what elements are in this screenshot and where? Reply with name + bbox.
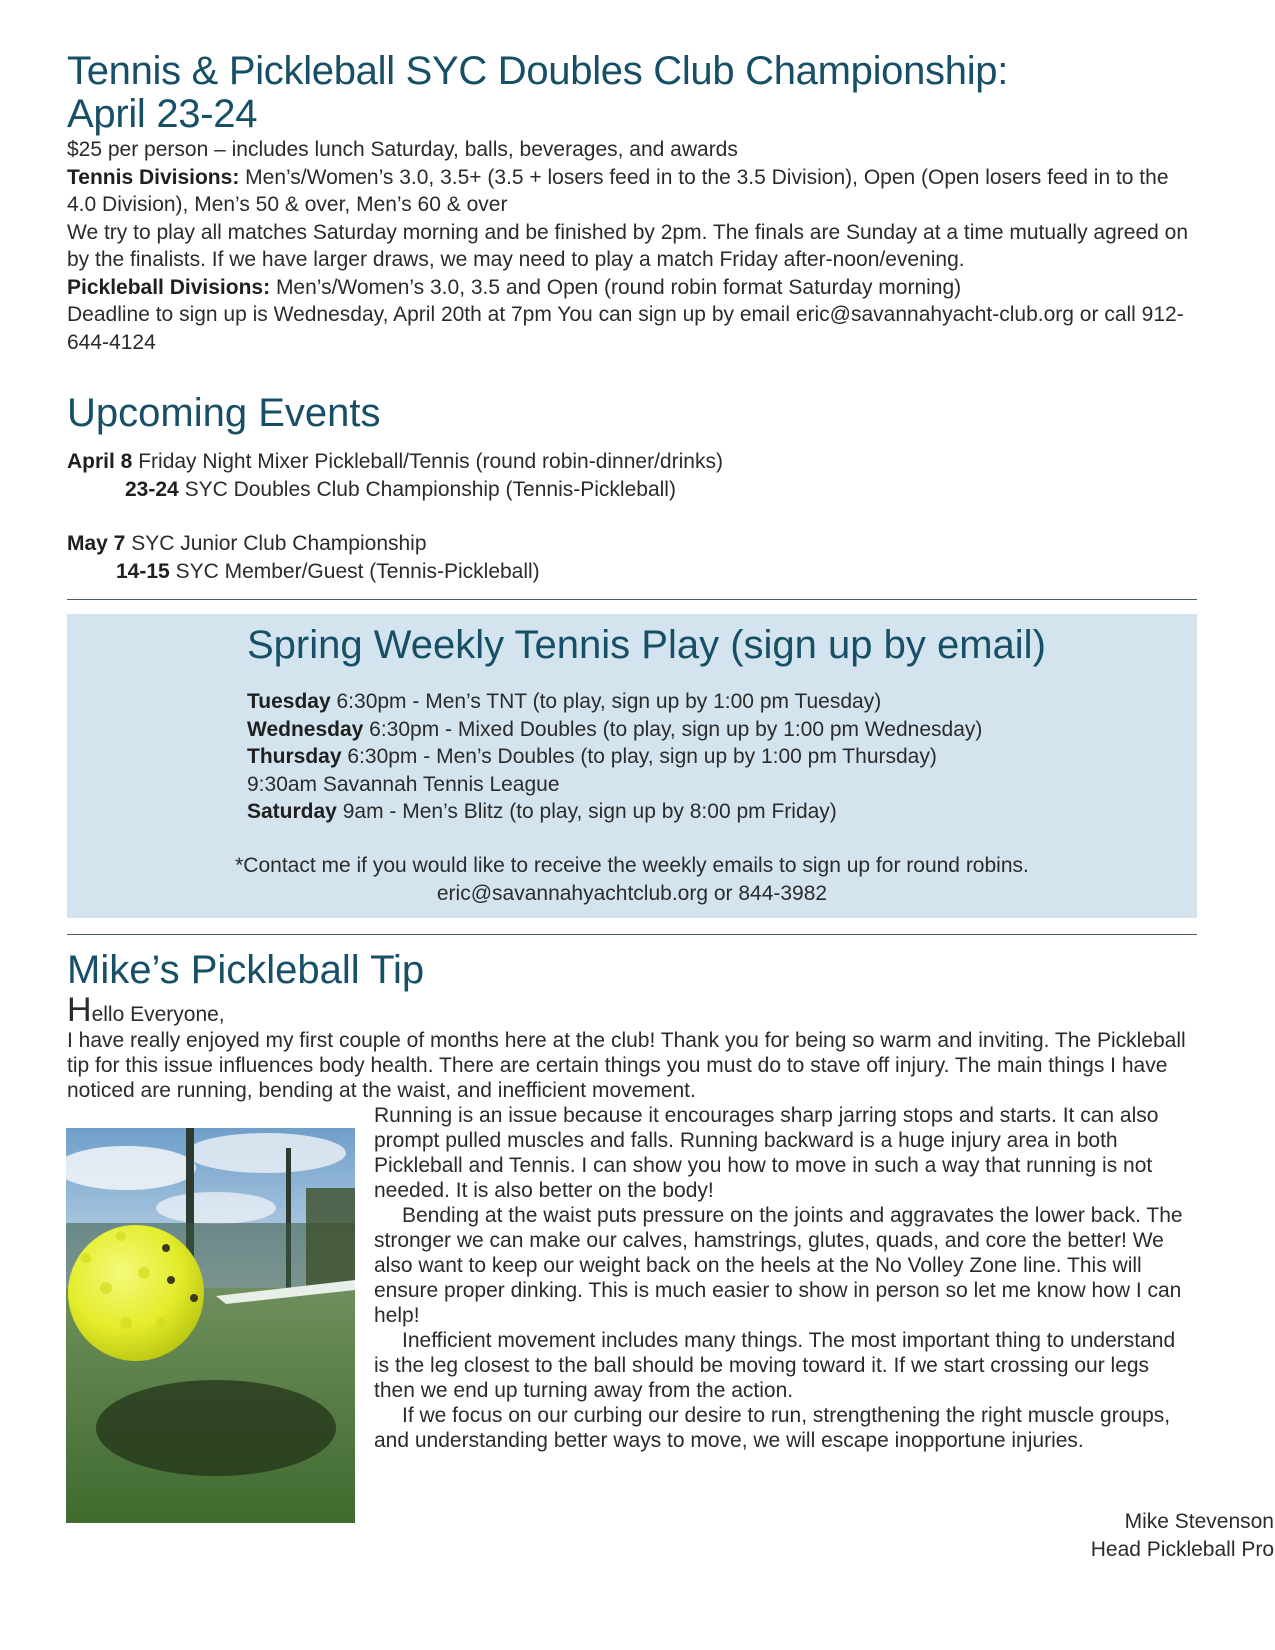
schedule-day: Wednesday	[247, 717, 364, 741]
event-date: April 8	[67, 450, 133, 473]
event-item	[67, 448, 1197, 476]
signature-title: Head Pickleball Pro	[1090, 1537, 1274, 1561]
event-text: SYC Junior Club Championship	[131, 532, 427, 555]
pickleball-photo	[66, 1128, 355, 1523]
schedule-text: 6:30pm - Men’s TNT (to play, sign up by 1:00 pm Tuesday)	[336, 690, 882, 713]
tennis-divisions-text: Men’s/Women’s 3.0, 3.5+ (3.5 + losers feed in to the 3.5 Division), Open (Open losers feed in to the 4.0 Division), Men’s 50 & over, Men’s 60 & over	[67, 165, 1169, 216]
event-item	[67, 558, 1197, 586]
tip-paragraph-bending: Bending at the waist puts pressure on the joints and aggravates the lower back. The stronger we can make our calves, hamstrings, glutes, quads, and core the better! We also want to keep our weight back on the heels at the No Volley Zone line. This will ensure proper dinking. This is much easier to show in person so let me know how I can help!	[374, 1204, 1183, 1327]
divider	[67, 934, 1197, 935]
spring-tennis-box	[67, 614, 1197, 918]
schedule-line	[247, 798, 1046, 826]
schedule-text: 9am - Men’s Blitz (to play, sign up by 8:00 pm Friday)	[342, 800, 837, 823]
schedule-day: Thursday	[247, 745, 342, 768]
upcoming-events-section	[67, 390, 1197, 585]
tennis-divisions-label: Tennis Divisions:	[67, 165, 240, 189]
tip-article	[374, 1103, 1194, 1453]
spring-schedule	[247, 622, 1046, 826]
event-date: May 7	[67, 532, 126, 555]
schedule-text: 6:30pm - Mixed Doubles (to play, sign up by 1:00 pm Wednesday)	[369, 717, 983, 741]
championship-title-line1: Tennis & Pickleball SYC Doubles Club Championship:	[67, 49, 1009, 93]
schedule-line	[247, 716, 1046, 744]
divider	[67, 599, 1197, 600]
event-text: SYC Member/Guest (Tennis-Pickleball)	[175, 559, 540, 583]
pickleball-divisions-text: Men’s/Women’s 3.0, 3.5 and Open (round robin format Saturday morning)	[275, 275, 962, 299]
upcoming-events-title: Upcoming Events	[67, 391, 381, 435]
event-item	[67, 476, 1197, 504]
tip-paragraph-conclusion: If we focus on our curbing our desire to run, strengthening the right muscle groups, and understanding better ways to move, we will escape inopportune injuries.	[374, 1404, 1171, 1452]
event-text: Friday Night Mixer Pickleball/Tennis (round robin-dinner/drinks)	[138, 450, 723, 473]
event-text: SYC Doubles Club Championship (Tennis-Pickleball)	[184, 477, 676, 501]
pickleball-divisions	[67, 274, 1197, 302]
tip-paragraph-running: Running is an issue because it encourages sharp jarring stops and starts. It can also prompt pulled muscles and falls. Running backward is a huge injury area in both Pickleball and Tennis. I can show you how to move in such a way that running is not needed. It is also better on the body!	[374, 1104, 1159, 1202]
schedule-day: Tuesday	[247, 690, 331, 713]
championship-details	[67, 136, 1197, 356]
schedule-text: 6:30pm - Men’s Doubles (to play, sign up by 1:00 pm Thursday)	[347, 745, 937, 768]
tip-body	[67, 1103, 1197, 1523]
championship-section	[67, 50, 1197, 356]
greeting-text: ello Everyone,	[91, 1003, 225, 1026]
championship-schedule: We try to play all matches Saturday morning and be finished by 2pm. The finals are Sunday at a time mutually agreed on by the finalists. If we have larger draws, we may need to play a match Friday after-noon/evening.	[67, 220, 1188, 271]
spring-contact	[67, 852, 1197, 907]
spring-title: Spring Weekly Tennis Play (sign up by email)	[247, 623, 1046, 667]
signature	[1091, 1508, 1274, 1563]
greeting-drop-cap: H	[67, 991, 92, 1029]
pickleball-divisions-label: Pickleball Divisions:	[67, 275, 271, 299]
newsletter-page	[67, 50, 1197, 1523]
signature-name: Mike Stevenson	[1124, 1510, 1274, 1533]
schedule-line	[247, 771, 1046, 799]
tip-intro: I have really enjoyed my first couple of months here at the club! Thank you for being so warm and inviting. The Pickleball tip for this issue influences body health. There are certain things you must do to stave off injury. The main things I have noticed are running, bending at the waist, and inefficient movement.	[67, 1029, 1186, 1102]
event-date: 23-24	[125, 477, 179, 501]
schedule-text: 9:30am Savannah Tennis League	[247, 772, 560, 796]
schedule-line	[247, 743, 1046, 771]
tip-greeting	[67, 991, 1197, 1029]
championship-price: $25 per person – includes lunch Saturday, balls, beverages, and awards	[67, 138, 738, 161]
tip-title: Mike’s Pickleball Tip	[67, 948, 425, 992]
tip-paragraph-movement: Inefficient movement includes many things. The most important thing to understand is the leg closest to the ball should be moving toward it. If we start crossing our legs then we end up turning away from the action.	[374, 1329, 1176, 1402]
tennis-divisions	[67, 164, 1197, 219]
pickleball-tip-section	[67, 947, 1197, 1523]
schedule-line	[247, 688, 1046, 716]
event-item	[67, 530, 1197, 558]
schedule-day: Saturday	[247, 800, 337, 823]
contact-note: *Contact me if you would like to receive the weekly emails to sign up for round robins.	[235, 854, 1029, 877]
championship-title	[67, 50, 1197, 136]
signup-deadline: Deadline to sign up is Wednesday, April 20th at 7pm You can sign up by email eric@savannahyacht-club.org or call 912-644-4124	[67, 303, 1184, 354]
event-date: 14-15	[116, 559, 170, 583]
contact-info: eric@savannahyachtclub.org or 844-3982	[436, 881, 828, 905]
championship-title-line2: April 23-24	[67, 92, 258, 136]
